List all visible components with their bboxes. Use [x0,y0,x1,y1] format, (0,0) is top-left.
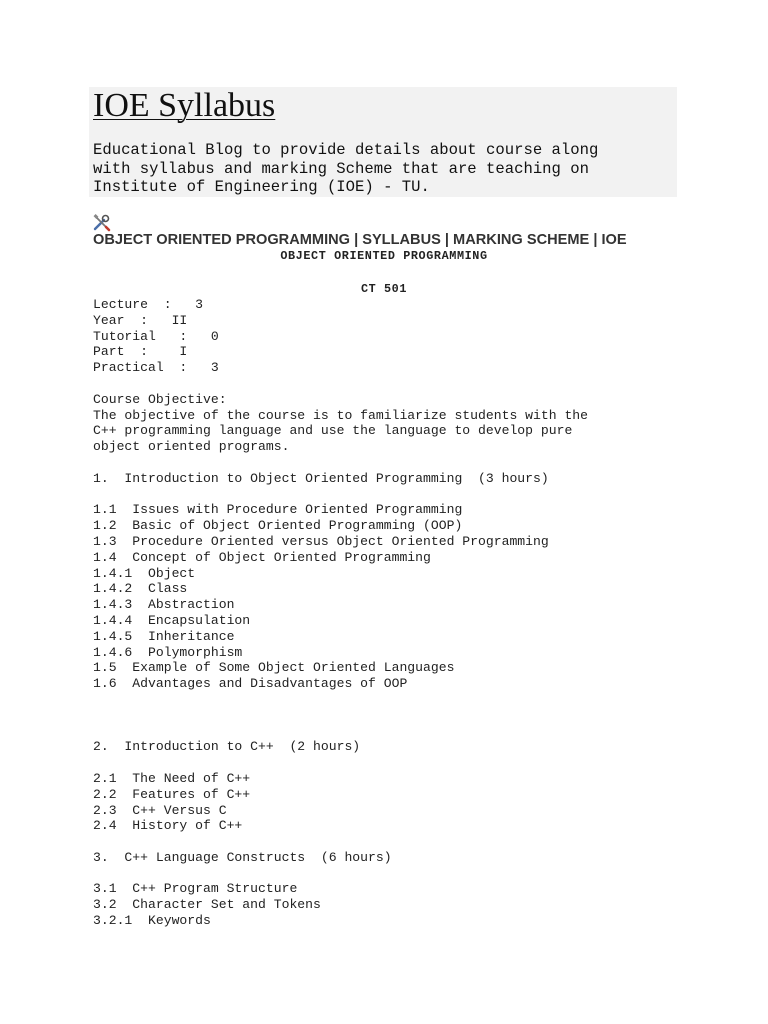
document-line: 1.6 Advantages and Disadvantages of OOP [93,676,408,692]
document-line: Part : I [93,344,188,360]
document-line: Tutorial : 0 [93,328,219,344]
blank-line [93,834,713,850]
document-line: 1.5 Example of Some Object Oriented Languages [93,660,455,676]
course-code: CT 501 [360,282,408,296]
document-line: object oriented programs. [93,439,290,455]
post-title[interactable]: OBJECT ORIENTED PROGRAMMING | SYLLABUS | MARKING SCHEME | IOE [93,232,627,248]
document-line: 2.3 C++ Versus C [93,802,227,818]
blank-line [93,487,713,503]
document-line: 1.3 Procedure Oriented versus Object Oriented Programming [93,533,549,549]
document-line: 3. C++ Language Constructs (6 hours) [93,849,392,865]
document-line: 1.4.2 Class [93,581,188,597]
document-line: Year : II [93,312,188,328]
document-line: The objective of the course is to familiarize students with the [93,407,589,423]
blog-title[interactable]: IOE Syllabus [93,87,276,124]
document-line: Lecture : 3 [93,297,204,312]
blank-line [93,708,713,724]
document-line: Course Objective: [93,391,227,407]
document-line: 3.2.1 Keywords [93,913,211,929]
blank-line [93,376,713,392]
document-line: 2.1 The Need of C++ [93,770,251,786]
blank-line [93,724,713,740]
document-line: 1.4.5 Inheritance [93,628,235,644]
document-line: 1. Introduction to Object Oriented Programming (3 hours) [93,470,549,486]
blank-line [93,755,713,771]
document-line: 1.4.6 Polymorphism [93,644,243,660]
document-line: 2.2 Features of C++ [93,786,251,802]
document-line: 1.4 Concept of Object Oriented Programming [93,549,431,565]
blank-line [93,692,713,708]
document-line: Practical : 3 [93,360,219,376]
document-line: C++ programming language and use the language to develop pure [93,423,573,439]
document-line: 1.4.3 Abstraction [93,597,235,613]
document-line: 2.4 History of C++ [93,818,243,834]
document-line: 1.2 Basic of Object Oriented Programming (OOP) [93,518,463,534]
document-line: 1.4.1 Object [93,565,196,581]
blank-line [93,455,713,471]
document-body [93,297,713,929]
document-line: 2. Introduction to C++ (2 hours) [93,739,361,755]
document-line: 3.2 Character Set and Tokens [93,897,321,913]
document-line: 1.4.4 Encapsulation [93,612,251,628]
document-line: 3.1 C++ Program Structure [93,881,298,897]
document-line: 1.1 Issues with Procedure Oriented Programming [93,502,463,518]
blog-description: Educational Blog to provide details about course along with syllabus and marking Scheme that are teaching on Institute of Engineering (IOE) - TU. [93,141,599,197]
document-heading: OBJECT ORIENTED PROGRAMMING [280,249,488,263]
blank-line [93,866,713,882]
